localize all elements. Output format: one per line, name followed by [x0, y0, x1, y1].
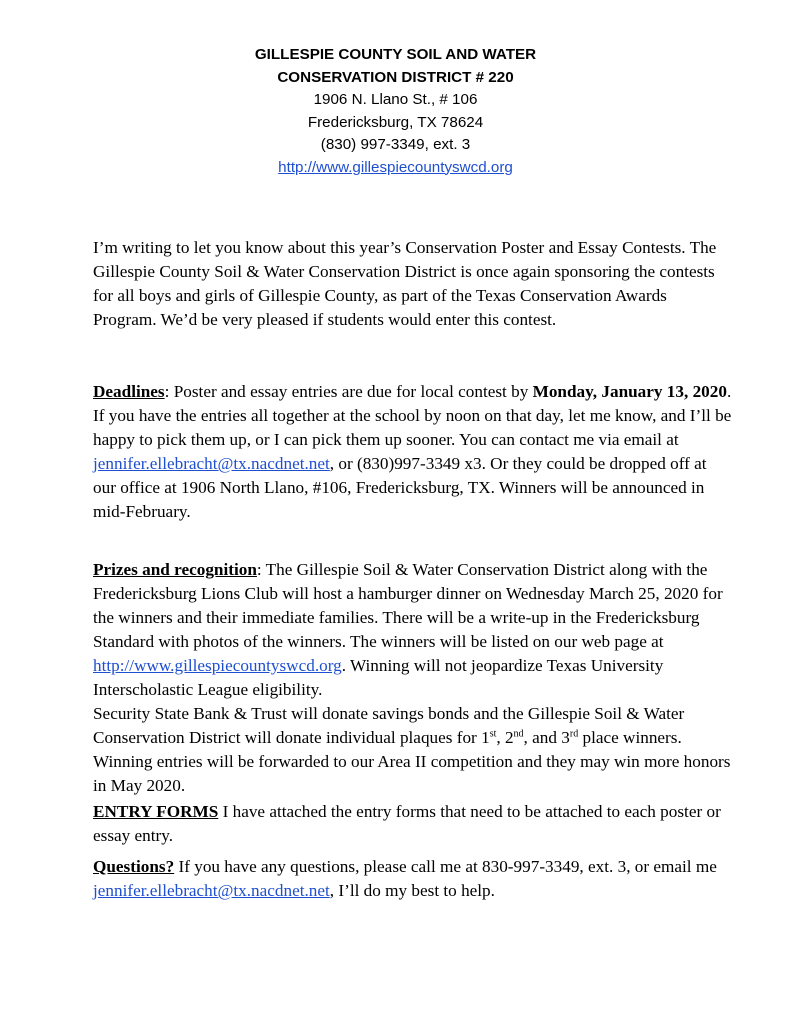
deadlines-paragraph [93, 380, 733, 524]
deadlines-heading: Deadlines [93, 382, 165, 401]
second-superscript: nd [513, 728, 524, 740]
deadlines-text-1: : Poster and essay entries are due for local contest by [164, 382, 533, 401]
bonds-text-3: , and 3 [523, 728, 570, 747]
prizes-text-1: : The Gillespie Soil & Water Conservation District along with the Fredericksburg Lions Club will host a hamburger dinner on Wednesday March 25, 2020 for the winners and their immediate families. There will be a write-up in the Fredericksburg Standard with photos of the winners. The winners will be listed on our web page at [93, 560, 723, 651]
questions-paragraph [93, 855, 733, 903]
city-state-zip: Fredericksburg, TX 78624 [307, 113, 484, 131]
deadlines-text-3: , or (830)997-3349 x3. Or they could be dropped off at our office at 1906 North Llano, #106, Fredericksburg, TX. Winners will be announced in mid-February. [93, 454, 707, 521]
questions-text-1: If you have any questions, please call me at 830-997-3349, ext. 3, or email me [174, 857, 717, 876]
prizes-text-2: . Winning will not jeopardize Texas University Interscholastic League eligibility. [93, 656, 664, 699]
bonds-text-4: place winners. Winning entries will be forwarded to our Area II competition and they may win more honors in May 2020. [93, 728, 731, 795]
questions-email-link[interactable]: jennifer.ellebracht@tx.nacdnet.net [93, 881, 330, 900]
phone-number: (830) 997-3349, ext. 3 [320, 136, 471, 153]
intro-paragraph [93, 236, 733, 332]
prizes-paragraph [93, 558, 733, 702]
third-superscript: rd [569, 728, 579, 740]
organization-name-line2: CONSERVATION DISTRICT # 220 [277, 68, 514, 86]
organization-name-line1: GILLESPIE COUNTY SOIL AND WATER [254, 46, 537, 63]
entry-forms-heading: ENTRY FORMS [93, 802, 219, 821]
website-link[interactable]: http://www.gillespiecountyswcd.org [278, 158, 513, 176]
entry-forms-text: I have attached the entry forms that need to be attached to each poster or essay entry. [93, 802, 721, 845]
bonds-paragraph [93, 702, 733, 798]
bonds-text-1: Security State Bank & Trust will donate savings bonds and the Gillespie Soil & Water Conservation District will donate individual plaques for 1 [93, 704, 685, 747]
deadlines-text-2: . If you have the entries all together at the school by noon on that day, let me know, and I’ll be happy to pick them up, or I can pick them up sooner. You can contact me via email at [93, 382, 732, 449]
deadline-date: Monday, January 13, 2020 [532, 382, 727, 401]
first-superscript: st [489, 728, 497, 740]
prizes-heading: Prizes and recognition [93, 560, 257, 579]
prizes-website-link[interactable]: http://www.gillespiecountyswcd.org [93, 656, 342, 675]
letterhead [0, 44, 791, 179]
questions-heading: Questions? [93, 857, 175, 876]
bonds-text-2: , 2 [496, 728, 514, 747]
contact-email-link[interactable]: jennifer.ellebracht@tx.nacdnet.net [93, 454, 330, 473]
intro-text: I’m writing to let you know about this year’s Conservation Poster and Essay Contests. The Gillespie County Soil & Water Conservation District is once again sponsoring the contests for all boys and girls of Gillespie County, as part of the Texas Conservation Awards Program. We’d be very pleased if students would enter this contest. [93, 238, 717, 329]
street-address: 1906 N. Llano St., # 106 [313, 91, 478, 108]
entry-forms-paragraph [93, 800, 733, 848]
questions-text-2: , I’ll do my best to help. [329, 881, 495, 900]
